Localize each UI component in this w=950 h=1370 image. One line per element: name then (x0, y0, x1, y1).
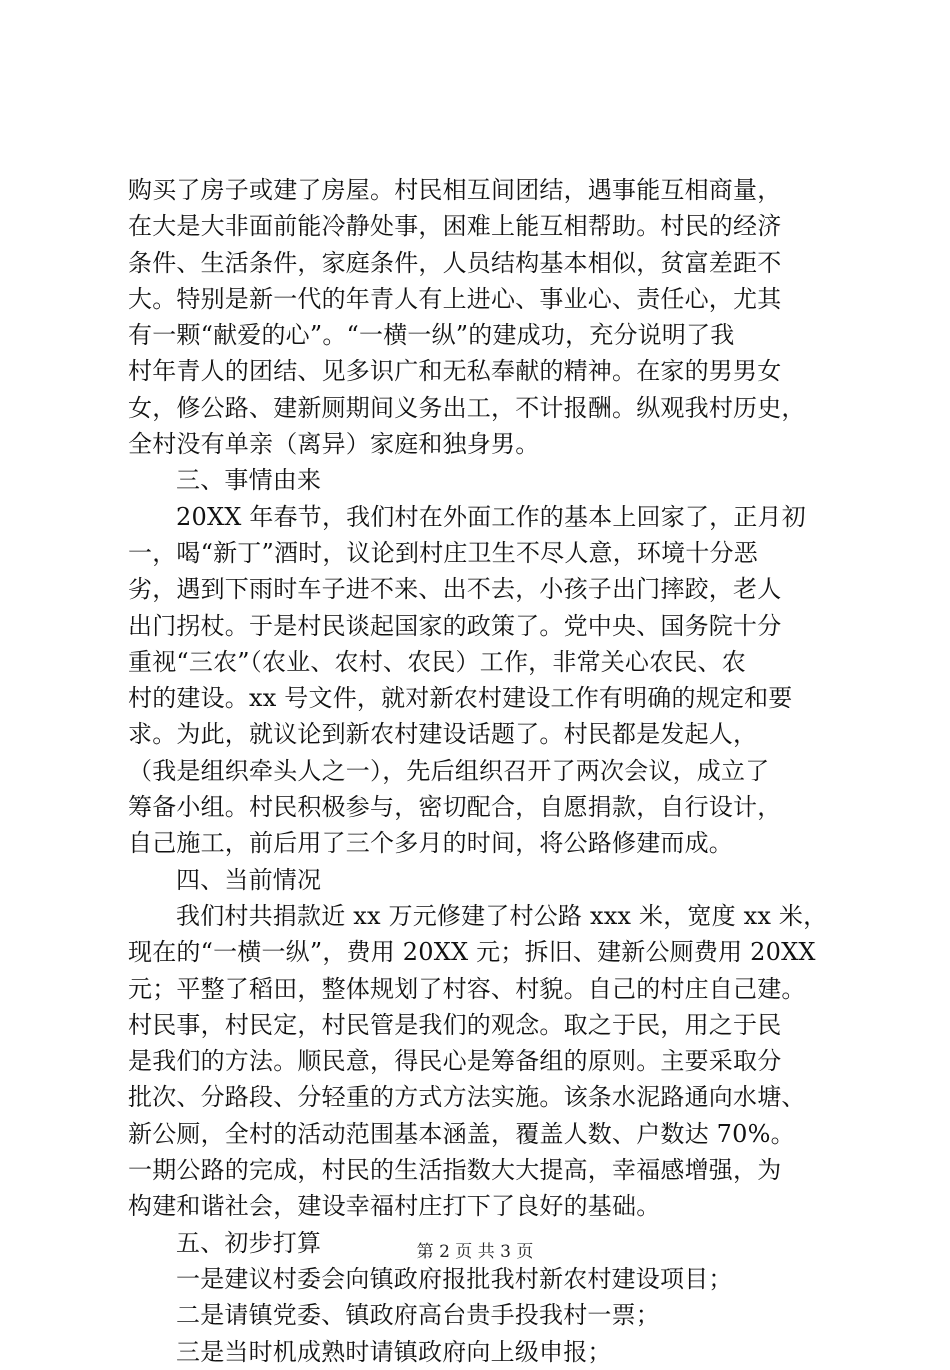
document-body (128, 172, 848, 1370)
text-line: 元；平整了稻田，整体规划了村容、村貌。自己的村庄自己建。 (128, 974, 806, 1003)
paragraph-start-line: 我们村共捐款近 xx 万元修建了村公路 xxx 米，宽度 xx 米， (176, 901, 828, 930)
text-line: 有一颗“献爱的心”。“一横一纵”的建成功，充分说明了我 (128, 321, 735, 350)
section-heading-3: 三、事情由来 (176, 466, 322, 495)
text-line: 出门拐杖。于是村民谈起国家的政策了。党中央、国务院十分 (128, 611, 782, 640)
plan-item-3: 三是当时机成熟时请镇政府向上级申报； (176, 1337, 612, 1366)
paragraph-start-line: 20XX 年春节，我们村在外面工作的基本上回家了，正月初 (176, 502, 806, 531)
text-line: 筹备小组。村民积极参与，密切配合，自愿捐款，自行设计， (128, 793, 782, 822)
text-line: 购买了房子或建了房屋。村民相互间团结，遇事能互相商量， (128, 176, 782, 204)
text-line: 求。为此，就议论到新农村建设话题了。村民都是发起人， (128, 720, 758, 749)
text-line: 是我们的方法。顺民意，得民心是筹备组的原则。主要采取分 (128, 1047, 782, 1076)
section-heading-4: 四、当前情况 (176, 865, 322, 894)
page-number: 第 2 页 共 3 页 (416, 1242, 534, 1262)
plan-item-1: 一是建议村委会向镇政府报批我村新农村建设项目； (176, 1264, 733, 1293)
text-line: 重视“三农”（农业、农村、农民）工作，非常关心农民、农 (128, 647, 746, 676)
text-line: 大。特别是新一代的年青人有上进心、事业心、责任心，尤其 (128, 284, 782, 313)
text-line: 劣，遇到下雨时车子进不来、出不去，小孩子出门摔跤，老人 (128, 575, 782, 604)
text-line: 一期公路的完成，村民的生活指数大大提高，幸福感增强，为 (128, 1156, 782, 1185)
text-line: 村年青人的团结、见多识广和无私奉献的精神。在家的男男女 (128, 357, 782, 386)
text-line: （我是组织牵头人之一），先后组织召开了两次会议，成立了 (128, 756, 770, 785)
plan-item-2: 二是请镇党委、镇政府高台贵手投我村一票； (176, 1301, 660, 1330)
text-line: 村的建设。xx 号文件，就对新农村建设工作有明确的规定和要 (128, 684, 793, 713)
text-line: 现在的“一横一纵”，费用 20XX 元；拆旧、建新公厕费用 20XX (128, 938, 816, 967)
text-line: 村民事，村民定，村民管是我们的观念。取之于民，用之于民 (128, 1010, 782, 1039)
text-line: 自己施工，前后用了三个多月的时间，将公路修建而成。 (128, 829, 733, 858)
text-line: 新公厕，全村的活动范围基本涵盖，覆盖人数、户数达 70%。 (128, 1119, 795, 1148)
text-line: 一，喝“新丁”酒时，议论到村庄卫生不尽人意，环境十分恶 (128, 538, 758, 567)
section-heading-5: 五、初步打算 (176, 1228, 322, 1257)
text-line: 全村没有单亲（离异）家庭和独身男。 (128, 430, 540, 459)
text-line: 女，修公路、建新厕期间义务出工，不计报酬。纵观我村历史， (128, 393, 806, 422)
text-line: 条件、生活条件，家庭条件，人员结构基本相似，贫富差距不 (128, 248, 782, 277)
text-line: 批次、分路段、分轻重的方式方法实施。该条水泥路通向水塘、 (128, 1083, 806, 1112)
text-line: 构建和谐社会，建设幸福村庄打下了良好的基础。 (128, 1192, 661, 1221)
page-footer (0, 1240, 950, 1264)
text-line: 在大是大非面前能冷静处事，困难上能互相帮助。村民的经济 (128, 212, 782, 241)
